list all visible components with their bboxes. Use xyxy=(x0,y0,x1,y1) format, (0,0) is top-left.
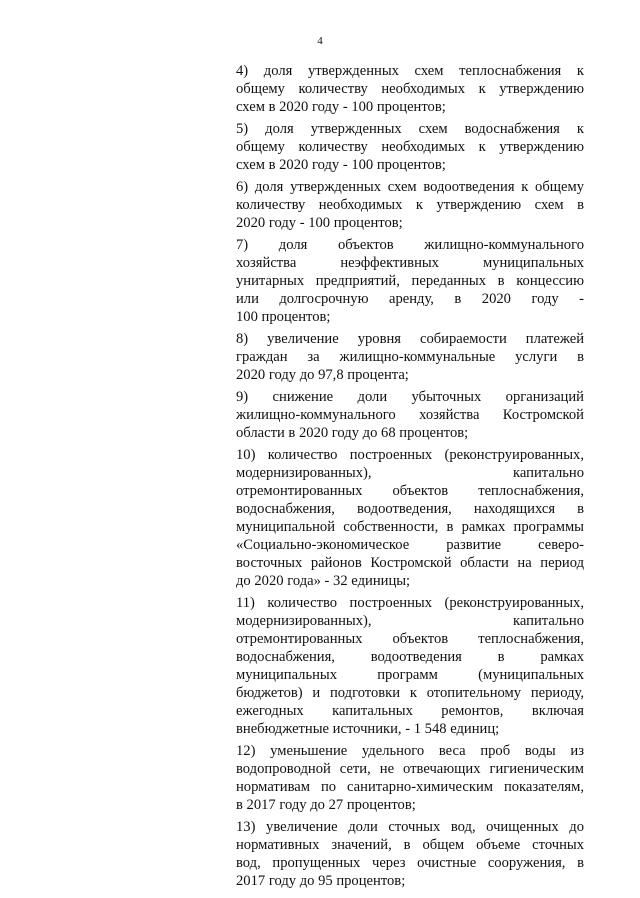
text-line: области в 2020 году до 68 процентов; xyxy=(236,425,469,441)
text-line: в 2017 году до 27 процентов; xyxy=(236,797,416,813)
text-line: 100 процентов; xyxy=(236,309,331,325)
text-line: 12) уменьшение удельного веса проб воды из xyxy=(236,743,584,759)
list-item xyxy=(236,62,584,116)
text-line: граждан за жилищно-коммунальные услуги в xyxy=(236,349,584,365)
text-line: нормативам по санитарно-химическим показателям, xyxy=(236,779,584,795)
text-line: 4) доля утвержденных схем теплоснабжения к xyxy=(236,63,584,79)
text-line: 2020 году до 97,8 процента; xyxy=(236,367,409,383)
text-line: восточных районов Костромской области на период xyxy=(236,555,584,571)
list-item xyxy=(236,446,584,590)
text-line: 2017 году до 95 процентов; xyxy=(236,873,406,889)
text-line: отремонтированных объектов теплоснабжения, xyxy=(236,483,584,499)
text-line: муниципальных программ (муниципальных xyxy=(236,667,584,683)
text-line: 2020 году - 100 процентов; xyxy=(236,215,403,231)
text-line: вод, пропущенных через очистные сооружения, в xyxy=(236,855,584,871)
page-number: 4 xyxy=(317,35,323,47)
text-line: схем в 2020 году - 100 процентов; xyxy=(236,157,446,173)
text-line: унитарных предприятий, переданных в концессию xyxy=(236,273,584,289)
text-line: до 2020 года» - 32 единицы; xyxy=(236,573,411,589)
list-item xyxy=(236,120,584,174)
text-line: хозяйства неэффективных муниципальных xyxy=(236,255,584,271)
list-item xyxy=(236,178,584,232)
text-line: модернизированных), капитально xyxy=(236,465,584,481)
text-line: модернизированных), капитально xyxy=(236,613,584,629)
text-line: 13) увеличение доли сточных вод, очищенных до xyxy=(236,819,584,835)
text-line: количеству необходимых к утверждению схем в xyxy=(236,197,584,213)
text-line: 6) доля утвержденных схем водоотведения к общему xyxy=(236,179,584,195)
text-line: схем в 2020 году - 100 процентов; xyxy=(236,99,446,115)
text-line: ежегодных капитальных ремонтов, включая xyxy=(236,703,584,719)
text-line: общему количеству необходимых к утверждению xyxy=(236,81,584,97)
text-line: водоснабжения, водоотведения, находящихся в xyxy=(236,501,584,517)
list-item xyxy=(236,330,584,384)
text-line: жилищно-коммунального хозяйства Костромской xyxy=(236,407,584,423)
text-line: 11) количество построенных (реконструированных, xyxy=(236,595,584,611)
text-line: 10) количество построенных (реконструированных, xyxy=(236,447,584,463)
list-item xyxy=(236,742,584,814)
text-line: 5) доля утвержденных схем водоснабжения к xyxy=(236,121,584,137)
list-item xyxy=(236,594,584,738)
text-line: 8) увеличение уровня собираемости платежей xyxy=(236,331,584,347)
text-line: водоснабжения, водоотведения в рамках xyxy=(236,649,584,665)
text-line: 9) снижение доли убыточных организаций xyxy=(236,389,584,405)
text-line: бюджетов) и подготовки к отопительному периоду, xyxy=(236,685,584,701)
list-item xyxy=(236,236,584,326)
text-line: общему количеству необходимых к утверждению xyxy=(236,139,584,155)
text-line: отремонтированных объектов теплоснабжения, xyxy=(236,631,584,647)
text-line: «Социально-экономическое развитие северо- xyxy=(236,537,584,553)
document-body xyxy=(236,62,584,894)
text-line: 7) доля объектов жилищно-коммунального xyxy=(236,237,584,253)
list-item xyxy=(236,388,584,442)
text-line: внебюджетные источники, - 1 548 единиц; xyxy=(236,721,500,737)
text-line: или долгосрочную аренду, в 2020 году - xyxy=(236,291,584,307)
text-line: нормативных значений, в общем объеме сточных xyxy=(236,837,584,853)
text-line: водопроводной сети, не отвечающих гигиеническим xyxy=(236,761,584,777)
list-item xyxy=(236,818,584,890)
text-line: муниципальной собственности, в рамках программы xyxy=(236,519,584,535)
